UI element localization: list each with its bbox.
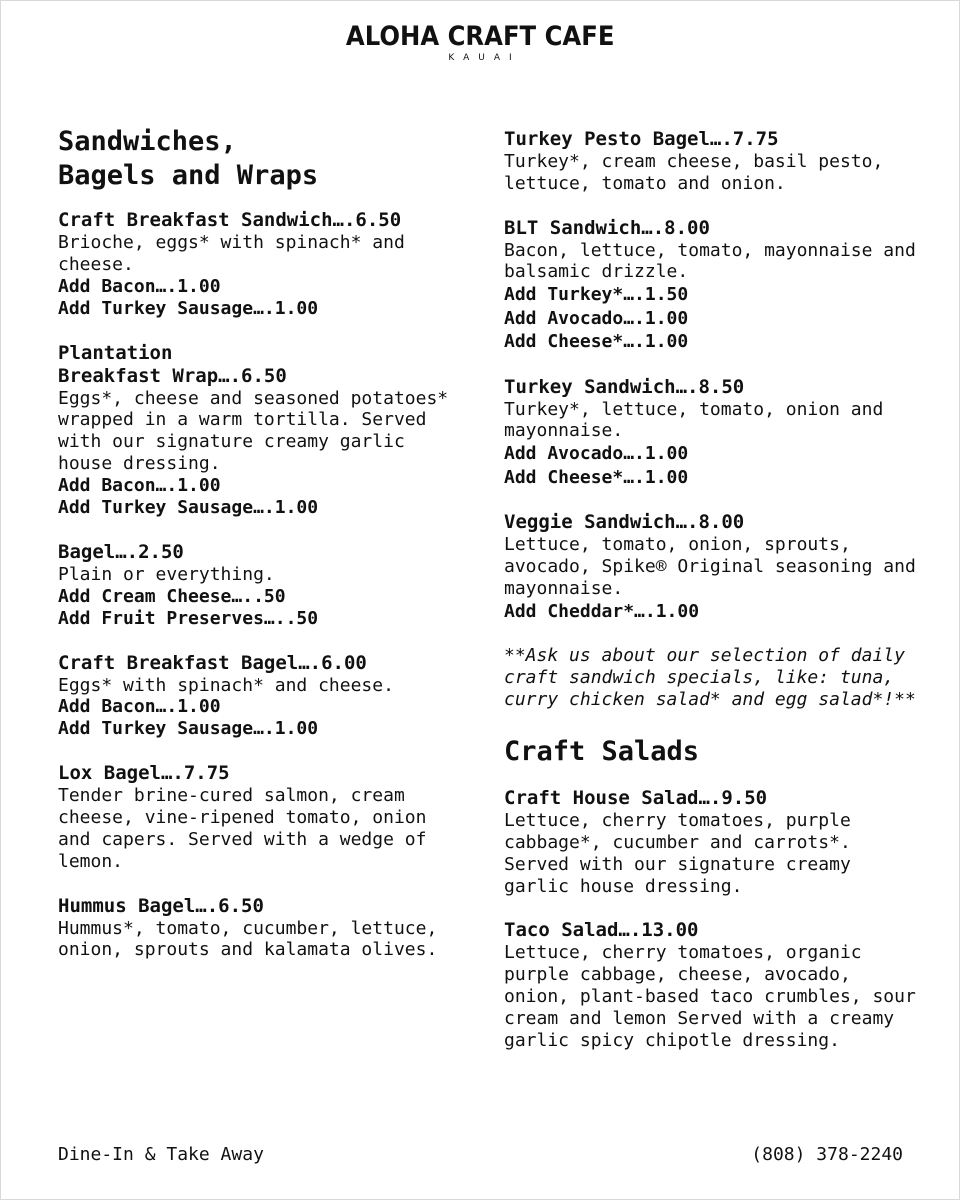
item-addon: Add Avocado….1.00 bbox=[504, 443, 689, 465]
item-description: Lettuce, cherry tomatoes, purple cabbage*, cucumber and carrots*. Served with our signature creamy garlic house dressing. bbox=[504, 810, 851, 897]
item-title: Breakfast Wrap….6.50 bbox=[58, 364, 287, 387]
item-title: Plantation bbox=[58, 341, 173, 364]
item-addon: Add Cream Cheese…..50 bbox=[58, 585, 286, 607]
item-addon: Add Turkey Sausage….1.00 bbox=[58, 297, 319, 319]
logo-location: KAUAI bbox=[448, 53, 521, 63]
item-addon: Add Fruit Preserves…..50 bbox=[58, 607, 319, 629]
item-addon: Add Cheese*….1.00 bbox=[504, 466, 689, 488]
menu-item bbox=[504, 919, 924, 1051]
menu-item bbox=[504, 128, 924, 195]
menu-item bbox=[504, 217, 924, 354]
left-column bbox=[58, 125, 468, 983]
cafe-logo bbox=[1, 21, 959, 63]
menu-item bbox=[58, 342, 468, 519]
footer-service-text: Dine-In & Take Away bbox=[58, 1144, 264, 1165]
right-column bbox=[504, 128, 924, 1073]
item-title: Craft Breakfast Bagel….6.00 bbox=[58, 651, 367, 674]
menu-item bbox=[504, 376, 924, 490]
specials-note: **Ask us about our selection of daily craft sandwich specials, like: tuna, curry chicken salad* and egg salad*!** bbox=[504, 645, 916, 711]
item-title: Turkey Sandwich….8.50 bbox=[504, 375, 745, 398]
menu-item bbox=[58, 541, 468, 630]
item-title: Veggie Sandwich….8.00 bbox=[504, 511, 745, 534]
item-description: Bacon, lettuce, tomato, mayonnaise and balsamic drizzle. bbox=[504, 239, 916, 283]
logo-name: ALOHA CRAFT CAFE bbox=[345, 21, 615, 52]
section-title-sandwiches bbox=[58, 125, 468, 193]
section-title-salads: Craft Salads bbox=[504, 736, 700, 768]
item-addon: Add Bacon….1.00 bbox=[58, 275, 221, 297]
menu-item bbox=[58, 209, 468, 320]
item-addon: Add Cheddar*….1.00 bbox=[504, 600, 700, 622]
section-title-line2: Bagels and Wraps bbox=[58, 160, 319, 191]
item-description: Brioche, eggs* with spinach* and cheese. bbox=[58, 232, 405, 275]
item-addon: Add Cheese*….1.00 bbox=[504, 331, 689, 353]
menu-item bbox=[504, 787, 924, 897]
item-description: Tender brine-cured salmon, cream cheese, vine-ripened tomato, onion and capers. Served with a wedge of lemon. bbox=[58, 785, 427, 872]
item-title: Craft Breakfast Sandwich….6.50 bbox=[58, 209, 402, 231]
item-title: Hummus Bagel….6.50 bbox=[58, 894, 264, 917]
item-addon: Add Bacon….1.00 bbox=[58, 474, 221, 496]
item-title: Lox Bagel….7.75 bbox=[58, 762, 230, 785]
menu-item bbox=[58, 895, 468, 962]
item-title: Craft House Salad….9.50 bbox=[504, 787, 768, 810]
item-addon: Add Turkey Sausage….1.00 bbox=[58, 496, 319, 518]
menu-item bbox=[58, 652, 468, 741]
item-description: Turkey*, lettuce, tomato, onion and mayonnaise. bbox=[504, 398, 884, 442]
item-title: BLT Sandwich….8.00 bbox=[504, 216, 710, 239]
item-description: Turkey*, cream cheese, basil pesto, lettuce, tomato and onion. bbox=[504, 151, 884, 194]
item-description: Eggs*, cheese and seasoned potatoes* wrapped in a warm tortilla. Served with our signature creamy garlic house dressing. bbox=[58, 387, 449, 474]
item-description: Lettuce, tomato, onion, sprouts, avocado, Spike® Original seasoning and mayonnaise. bbox=[504, 534, 916, 599]
item-description: Lettuce, cherry tomatoes, organic purple cabbage, cheese, avocado, onion, plant-based taco crumbles, sour cream and lemon Served with a creamy garlic spicy chipotle dressing. bbox=[504, 942, 916, 1051]
footer-phone: (808) 378-2240 bbox=[751, 1144, 903, 1165]
menu-item bbox=[504, 511, 924, 623]
menu-item bbox=[58, 762, 468, 872]
section-title-line1: Sandwiches, bbox=[58, 126, 237, 157]
item-description: Eggs* with spinach* and cheese. bbox=[58, 674, 394, 696]
item-addon: Add Turkey*….1.50 bbox=[504, 284, 689, 306]
item-addon: Add Avocado….1.00 bbox=[504, 307, 689, 329]
item-title: Bagel….2.50 bbox=[58, 540, 184, 563]
item-description: Hummus*, tomato, cucumber, lettuce, onion, sprouts and kalamata olives. bbox=[58, 917, 438, 961]
item-description: Plain or everything. bbox=[58, 563, 275, 585]
item-title: Taco Salad….13.00 bbox=[504, 919, 699, 942]
item-addon: Add Bacon….1.00 bbox=[58, 696, 221, 718]
item-title: Turkey Pesto Bagel….7.75 bbox=[504, 128, 779, 150]
item-addon: Add Turkey Sausage….1.00 bbox=[58, 718, 319, 740]
